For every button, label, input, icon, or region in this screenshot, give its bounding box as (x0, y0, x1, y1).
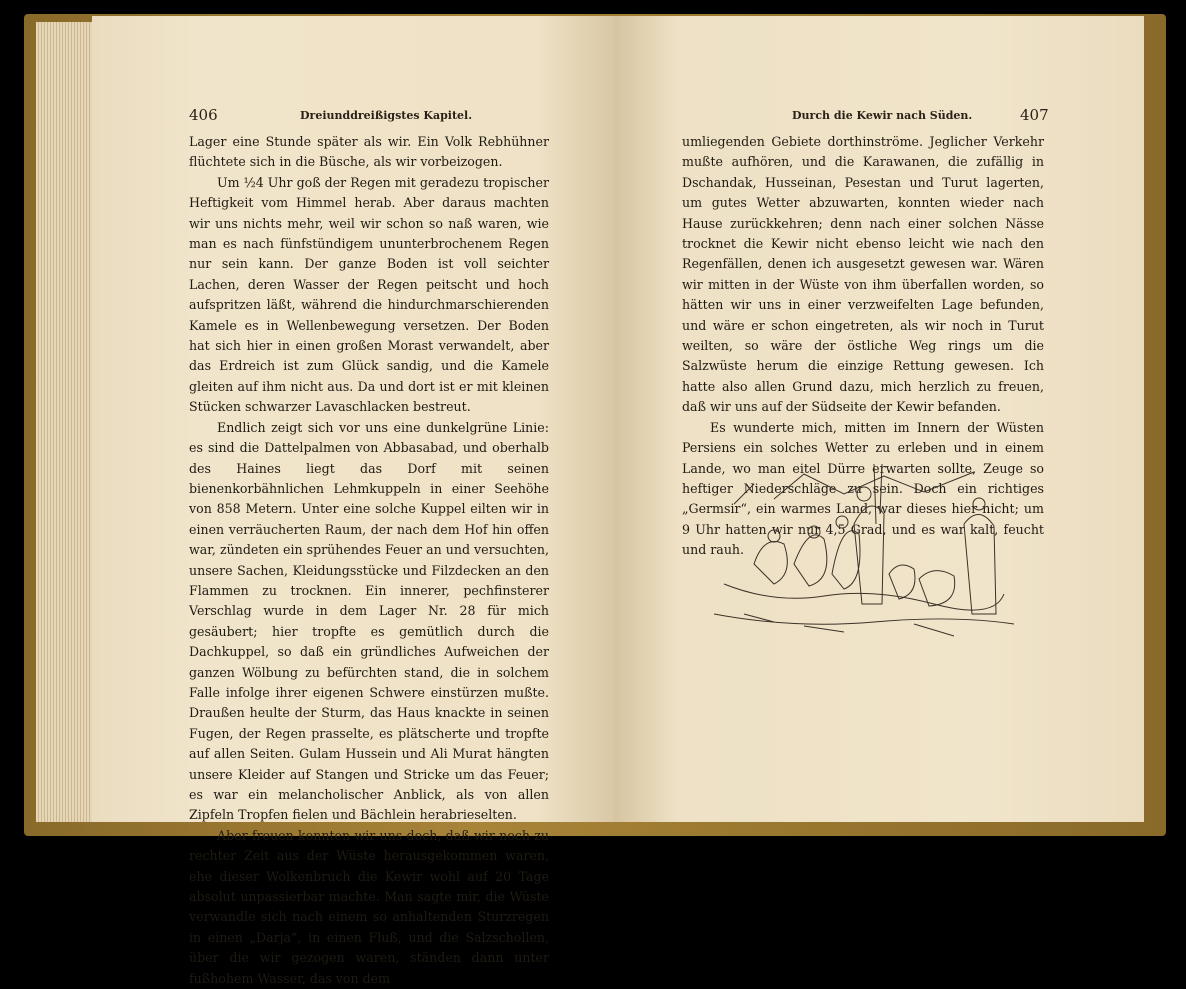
paragraph: Endlich zeigt sich vor uns eine dunkelgrüne Linie: es sind die Dattelpalmen von Abbasabad, und oberhalb des Haines liegt das Dorf mit seinen bienenkorbähnlichen Lehmkuppeln in einer Seehöhe von 858 Metern. Unter eine solche Kuppel eilten wir in einen verräucherten Raum, der nach dem Hof hin offen war, zündeten ein sprühendes Feuer an und versuchten, unsere Sachen, Kleidungsstücke und Filzdecken an den Flammen zu trocknen. Ein innerer, pechfinsterer Verschlag wurde in dem Lager Nr. 28 für mich gesäubert; hier tropfte es gemütlich durch die Dachkuppel, so daß ein gründliches Aufweichen der ganzen Wölbung zu befürchten stand, die in solchem Falle infolge ihrer eigenen Schwere einstürzen mußte. Draußen heulte der Sturm, das Haus knackte in seinen Fugen, der Regen prasselte, es plätscherte und tropfte auf allen Seiten. Gulam Hussein und Ali Murat hängten unsere Kleider auf Stangen und Stricke um das Feuer; es war ein melancholischer Anblick, als von allen Zipfeln Tropfen fielen und Bächlein herabrieselten. (189, 419, 549, 823)
camp-illustration (714, 464, 1014, 644)
paragraph: Aber freuen konnten wir uns doch, daß wir noch zu rechter Zeit aus der Wüste herausgekommen waren, ehe dieser Wolkenbruch die Kewir wohl auf 20 Tage absolut unpassierbar machte. Man sagte mir, die Wüste verwandle sich nach einem so anhaltenden Sturzregen in einen „Darja“, in einen Fluß, und die Salzschollen, über die wir gezogen waren, ständen dann unter fußhohem Wasser, das von dem (189, 827, 549, 986)
page-edges (36, 22, 94, 822)
paragraph: Um ½4 Uhr goß der Regen mit geradezu tropischer Heftigkeit vom Himmel herab. Aber daraus machten wir uns nichts mehr, weil wir schon so naß waren, wie man es nach fünfstündigem ununterbrochenem Regen nur sein kann. Der ganze Boden ist voll seichter Lachen, deren Wasser der Regen peitscht und hoch aufspritzen läßt, während die hindurchmarschierenden Kamele es in Wellenbewegung versetzen. Der Boden hat sich hier in einen großen Morast verwandelt, aber das Erdreich ist zum Glück sandig, und die Kamele gleiten auf ihm nicht aus. Da und dort ist er mit kleinen Stücken schwarzer Lavaschlacken bestreut. (189, 174, 549, 415)
left-body-text (189, 132, 549, 989)
running-head-left: Dreiunddreißigstes Kapitel. (300, 109, 473, 122)
paragraph: Lager eine Stunde später als wir. Ein Volk Rebhühner flüchtete sich in die Büsche, als wir vorbeizogen. (189, 134, 549, 170)
running-head-right: Durch die Kewir nach Süden. (792, 109, 973, 122)
paragraph: Es wunderte mich, mitten im Innern der Wüsten Persiens ein solches Wetter zu erleben und in einem Lande, wo man eitel Dürre erwarten sollte, Zeuge so heftiger Niederschläge zu sein. Doch ein richtiges „Germsir“, ein warmes Land, war dieses hier nicht; um 9 Uhr hatten wir nur 4,5 Grad, und es war kalt, feucht und rauh. (682, 419, 1044, 558)
page-number-left: 406 (189, 106, 218, 124)
right-page (614, 16, 1144, 822)
left-page (92, 16, 614, 986)
page-number-right: 407 (1020, 106, 1049, 124)
paragraph: umliegenden Gebiete dorthinströme. Jeglicher Verkehr mußte aufhören, und die Karawanen, die zufällig in Dschandak, Husseinan, Pesestan und Turut lagerten, um gutes Wetter abzuwarten, konnten wieder nach Hause zurückkehren; denn nach einer solchen Nässe trocknet die Kewir nicht ebenso leicht wie nach den Regenfällen, denen ich ausgesetzt gewesen war. Wären wir mitten in der Wüste von ihm überfallen worden, so hätten wir uns in einer verzweifelten Lage befunden, und wäre er schon eingetreten, als wir noch in Turut weilten, so wäre der östliche Weg rings um die Salzwüste herum die einzige Rettung gewesen. Ich hatte also allen Grund dazu, mich herzlich zu freuen, daß wir uns auf der Südseite der Kewir befanden. (682, 134, 1044, 415)
